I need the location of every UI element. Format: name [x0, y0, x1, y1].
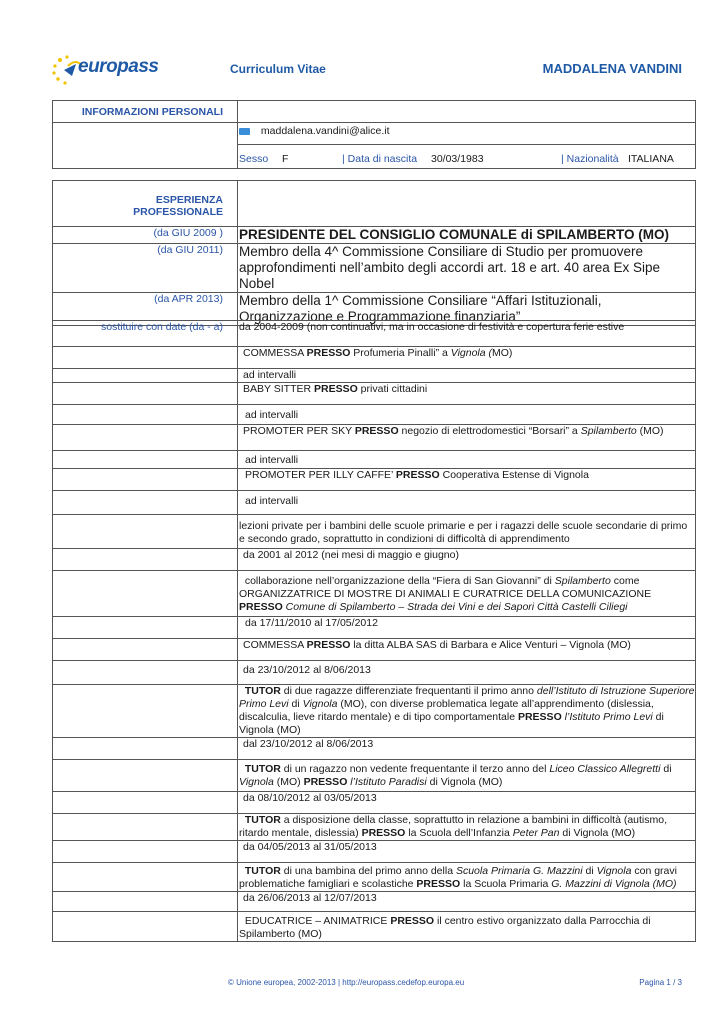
sex-label: Sesso — [239, 153, 269, 165]
list-item: da 2004-2009 (non continuativi, ma in occasione di festività e copertura ferie estive — [238, 321, 696, 347]
list-item: da 23/10/2012 al 8/06/2013 — [238, 661, 696, 685]
email-link[interactable]: maddalena.vandini@alice.it — [260, 125, 390, 137]
logo-text: europass — [78, 56, 159, 77]
list-item: TUTOR di un ragazzo non vedente frequentante il terzo anno del Liceo Classico Allegretti di Vignola (MO) PRESSO l’Istituto Paradisi di Vignola (MO) — [238, 760, 696, 792]
experience-table — [52, 180, 696, 326]
list-item: TUTOR di due ragazze differenziate frequentanti il primo anno dell’Istituto di Istruzione Superiore Primo Levi di Vignola (MO), con diverse problematica legate all’apprendimento (dislessia, discalculia, lieve ritardo mentale) e di tipo comportamentale PRESSO l’Istituto Primo Levi di Vignola (MO) — [239, 685, 695, 736]
personal-side-cell — [53, 123, 238, 169]
list-item: dal 23/10/2012 al 8/06/2013 — [238, 738, 696, 760]
nationality-label: | Nazionalità — [561, 153, 619, 165]
list-item: ad intervalli — [238, 451, 696, 469]
list-item: EDUCATRICE – ANIMATRICE PRESSO il centro estivo organizzato dalla Parrocchia di Spilamberto (MO) — [238, 912, 696, 942]
list-item: TUTOR a disposizione della classe, soprattutto in relazione a bambini in difficoltà (autismo, ritardo mentale, dislessia) PRESSO la Scuola dell’Infanzia Peter Pan di Vignola (MO) — [238, 814, 696, 841]
cv-title: Curriculum Vitae — [230, 62, 326, 76]
email-icon — [239, 128, 250, 135]
birth-label: | Data di nascita — [342, 153, 418, 165]
experience-text: PRESIDENTE DEL CONSIGLIO COMUNALE di SPILAMBERTO (MO) — [238, 227, 696, 244]
page-header — [0, 0, 724, 100]
list-item: TUTOR di una bambina del primo anno della Scuola Primaria G. Mazzini di Vignola con gravi problematiche famigliari e scolastiche PRESSO la Scuola Primaria G. Mazzini di Vignola (MO) — [238, 863, 696, 892]
list-item: ad intervalli — [238, 405, 696, 425]
footer-page-number: Pagina 1 / 3 — [639, 978, 682, 987]
footer-copyright: © Unione europea, 2002-2013 | http://europass.cedefop.europa.eu — [228, 978, 465, 987]
list-item: COMMESSA PRESSO la ditta ALBA SAS di Barbara e Alice Venturi – Vignola (MO) — [238, 639, 696, 661]
sex-value: F — [282, 153, 289, 165]
experience-date: (da APR 2013) — [53, 293, 238, 326]
personal-section-label: INFORMAZIONI PERSONALI — [53, 101, 238, 123]
list-item: ad intervalli — [238, 369, 696, 383]
experience-text: Membro della 1^ Commissione Consiliare “Affari Istituzionali, Organizzazione e Programmazione finanziaria” — [238, 293, 696, 326]
personal-info-table — [52, 100, 696, 169]
activities-table — [52, 320, 696, 942]
cv-name: MADDALENA VANDINI — [542, 61, 682, 76]
birth-value: 30/03/1983 — [431, 153, 484, 165]
list-item: da 08/10/2012 al 03/05/2013 — [238, 792, 696, 814]
experience-text: Membro della 4^ Commissione Consiliare di Studio per promuovere approfondimenti nell’ambito degli accordi art. 18 e art. 40 area Ex Sipe Nobel — [238, 244, 696, 293]
personal-empty-cell — [238, 101, 696, 123]
experience-date: (da GIU 2009 ) — [53, 227, 238, 244]
list-item: da 2001 al 2012 (nei mesi di maggio e giugno) — [238, 549, 696, 571]
list-item: da 17/11/2010 al 17/05/2012 — [238, 617, 696, 639]
list-item: collaborazione nell’organizzazione della “Fiera di San Giovanni” di Spilamberto come ORGANIZZATRICE DI MOSTRE DI ANIMALI E CURATRICE DELLA COMUNICAZIONE PRESSO Comune di Spilamberto – Strada dei Vini e dei Sapori Città Castelli Ciliegi — [238, 571, 696, 617]
experience-empty-cell — [238, 181, 696, 227]
experience-section-label: ESPERIENZA PROFESSIONALE — [53, 181, 238, 227]
experience-date: (da GIU 2011) — [53, 244, 238, 293]
list-item: lezioni private per i bambini delle scuole primarie e per i ragazzi delle scuole secondarie di primo e secondo grado, soprattutto in condizioni di difficoltà di apprendimento — [238, 515, 696, 549]
list-item: da 26/06/2013 al 12/07/2013 — [238, 892, 696, 912]
list-item: BABY SITTER PRESSO privati cittadini — [238, 383, 696, 405]
list-item: COMMESSA PRESSO Profumeria Pinalli” a Vignola (MO) — [238, 347, 696, 369]
side-label: sostituire con date (da - a) — [53, 321, 238, 347]
list-item: PROMOTER PER SKY PRESSO negozio di elettrodomestici “Borsari” a Spilamberto (MO) — [238, 425, 696, 451]
list-item: ad intervalli — [238, 491, 696, 515]
list-item: PROMOTER PER ILLY CAFFE’ PRESSO Cooperativa Estense di Vignola — [238, 469, 696, 491]
list-item: da 04/05/2013 al 31/05/2013 — [238, 841, 696, 863]
nationality-value: ITALIANA — [628, 153, 674, 165]
